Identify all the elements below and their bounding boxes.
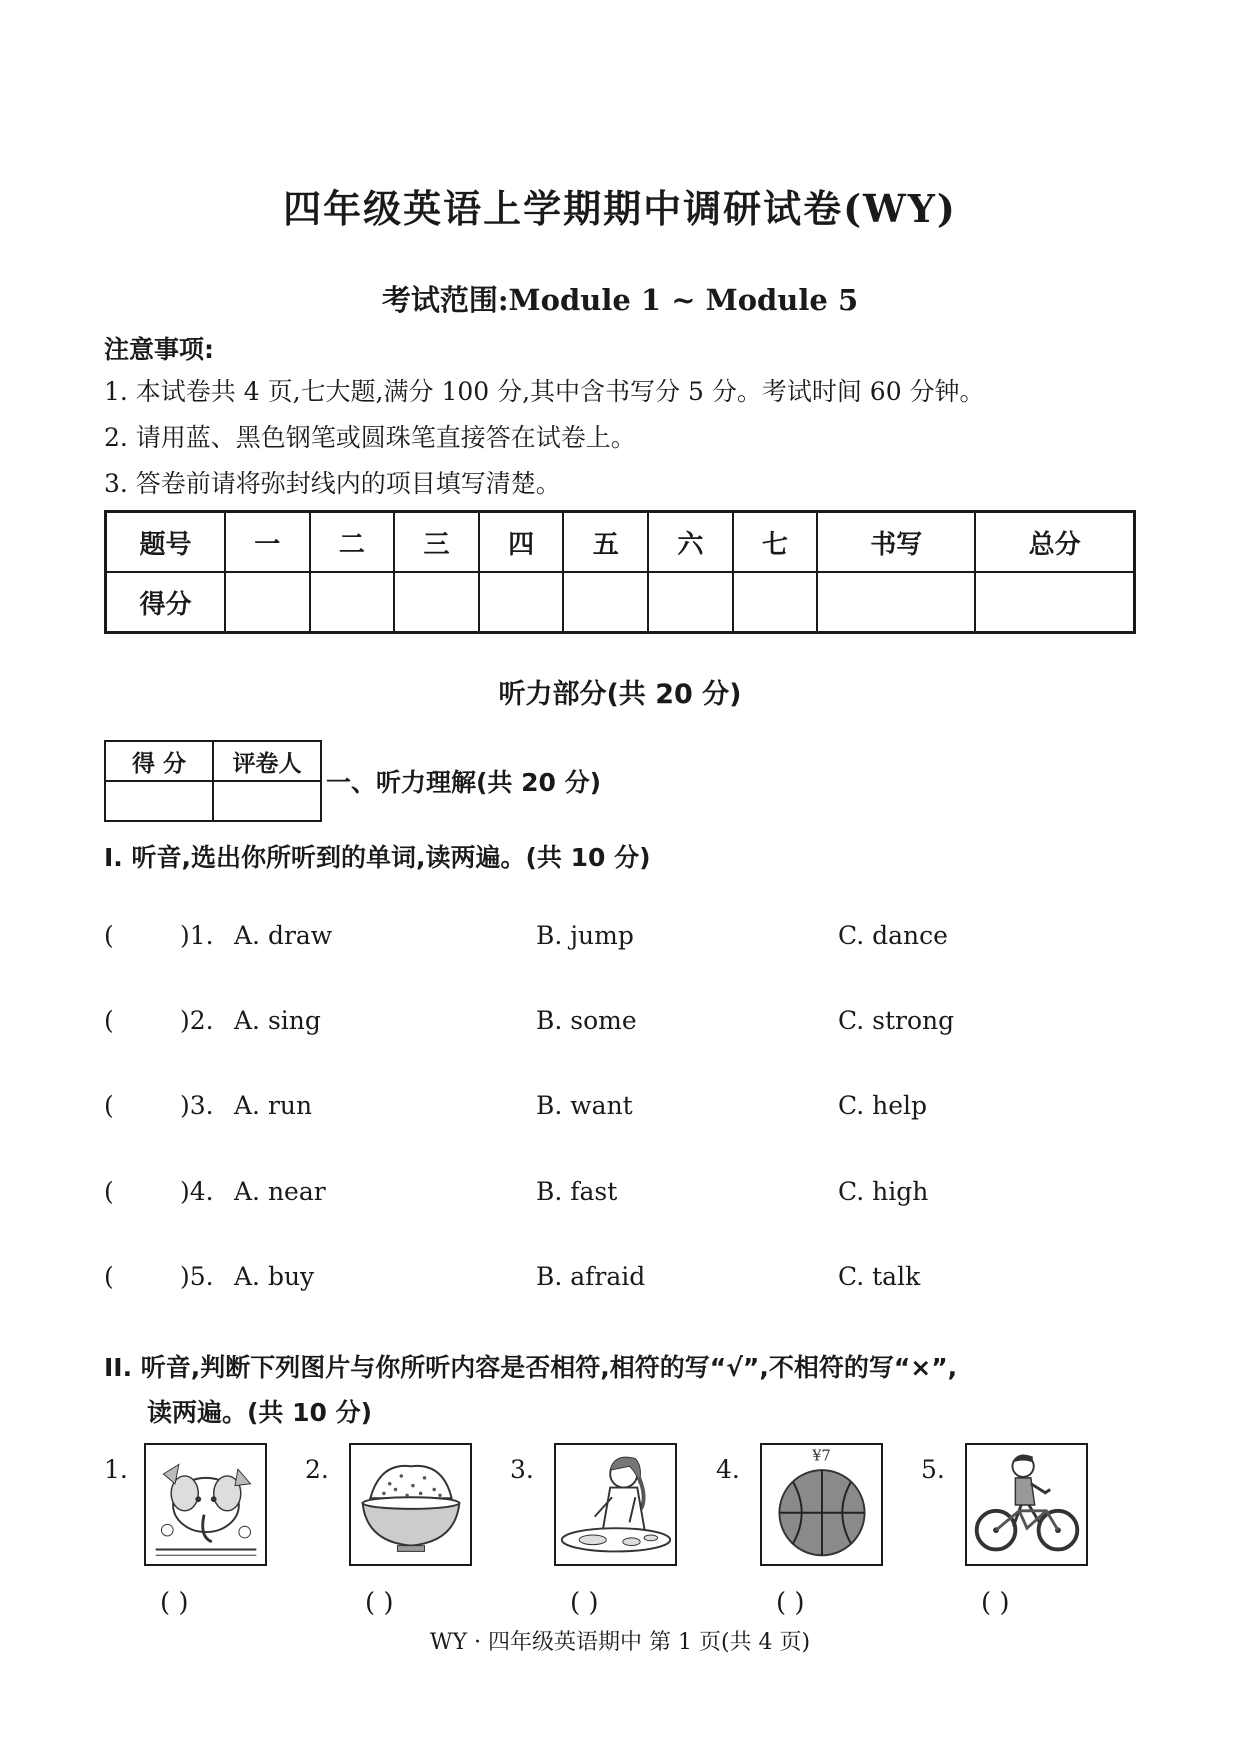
score-entry-cell[interactable] xyxy=(733,572,818,633)
score-header-cell: 二 xyxy=(310,512,395,573)
grader-table xyxy=(104,740,322,822)
answer-paren[interactable]: ( xyxy=(104,1262,114,1291)
score-header-cell: 三 xyxy=(394,512,479,573)
cooking-girl-icon xyxy=(556,1445,675,1564)
option-c: C. strong xyxy=(838,1006,955,1035)
price-tag: ¥7 xyxy=(812,1448,831,1465)
option-c: C. help xyxy=(838,1091,928,1120)
question-number: )2. xyxy=(180,1006,214,1035)
score-table-header-row xyxy=(106,512,1135,573)
elephant-icon xyxy=(146,1445,265,1564)
question-number: )3. xyxy=(180,1091,214,1120)
score-header-cell: 题号 xyxy=(106,512,226,573)
basketball-icon xyxy=(762,1445,881,1564)
picture-number: 3. xyxy=(510,1455,534,1484)
score-table-score-row xyxy=(106,572,1135,633)
option-b: B. jump xyxy=(536,921,634,950)
answer-paren[interactable]: ( xyxy=(104,1006,114,1035)
picture-number: 4. xyxy=(716,1455,740,1484)
choice-row xyxy=(104,1091,1136,1127)
score-entry-cell[interactable] xyxy=(817,572,975,633)
answer-paren[interactable]: ( xyxy=(104,1177,114,1206)
score-header-cell: 七 xyxy=(733,512,818,573)
question-number: )1. xyxy=(180,921,214,950)
exam-scope: 考试范围:Module 1 ~ Module 5 xyxy=(381,283,859,317)
score-header-cell: 总分 xyxy=(975,512,1134,573)
choice-row xyxy=(104,1006,1136,1042)
question-two-heading-cont: 读两遍。(共 10 分) xyxy=(147,1398,373,1427)
page-footer: WY · 四年级英语期中 第 1 页(共 4 页) xyxy=(429,1630,811,1655)
option-b: B. some xyxy=(536,1006,637,1035)
question-number: )5. xyxy=(180,1262,214,1291)
exam-title: 四年级英语上学期期中调研试卷(WY) xyxy=(283,186,957,231)
grader-header-grader: 评卷人 xyxy=(213,741,321,781)
grader-header-score: 得 分 xyxy=(105,741,213,781)
option-b: B. fast xyxy=(536,1177,618,1206)
option-a: A. sing xyxy=(234,1006,321,1035)
score-header-cell: 一 xyxy=(225,512,310,573)
option-a: A. buy xyxy=(234,1262,315,1291)
score-header-cell: 六 xyxy=(648,512,733,573)
score-entry-cell[interactable] xyxy=(394,572,479,633)
option-b: B. want xyxy=(536,1091,633,1120)
picture-number: 2. xyxy=(305,1455,329,1484)
picture-frame xyxy=(965,1443,1088,1566)
answer-paren[interactable]: ( xyxy=(104,1091,114,1120)
option-a: A. draw xyxy=(234,921,333,950)
option-c: C. dance xyxy=(838,921,948,950)
score-header-cell: 四 xyxy=(479,512,564,573)
picture-frame xyxy=(554,1443,677,1566)
note-item: 3. 答卷前请将弥封线内的项目填写清楚。 xyxy=(104,469,561,498)
option-b: B. afraid xyxy=(536,1262,646,1291)
grader-score-entry[interactable] xyxy=(105,781,213,821)
picture-number: 1. xyxy=(104,1455,128,1484)
boy-bicycle-icon xyxy=(967,1445,1086,1564)
option-a: A. near xyxy=(234,1177,326,1206)
score-entry-cell[interactable] xyxy=(225,572,310,633)
picture-frame xyxy=(349,1443,472,1566)
score-entry-cell[interactable] xyxy=(310,572,395,633)
picture-frame xyxy=(144,1443,267,1566)
rice-bowl-icon xyxy=(351,1445,470,1564)
answer-paren[interactable]: ( ) xyxy=(160,1588,189,1618)
question-one-heading: I. 听音,选出你所听到的单词,读两遍。(共 10 分) xyxy=(104,843,651,872)
answer-paren[interactable]: ( ) xyxy=(776,1588,805,1618)
answer-paren[interactable]: ( xyxy=(104,921,114,950)
score-row-label: 得分 xyxy=(106,572,226,633)
score-header-cell: 书写 xyxy=(817,512,975,573)
option-c: C. high xyxy=(838,1177,929,1206)
score-table xyxy=(104,510,1136,634)
option-c: C. talk xyxy=(838,1262,921,1291)
question-two-heading: II. 听音,判断下列图片与你所听内容是否相符,相符的写“√”,不相符的写“×”, xyxy=(104,1353,958,1382)
listening-section-title: 听力部分(共 20 分) xyxy=(498,679,742,710)
notes-heading: 注意事项: xyxy=(104,335,214,364)
note-item: 2. 请用蓝、黑色钢笔或圆珠笔直接答在试卷上。 xyxy=(104,423,636,452)
score-entry-cell[interactable] xyxy=(975,572,1134,633)
choice-row xyxy=(104,1177,1136,1213)
picture-number: 5. xyxy=(921,1455,945,1484)
answer-paren[interactable]: ( ) xyxy=(365,1588,394,1618)
score-entry-cell[interactable] xyxy=(648,572,733,633)
question-number: )4. xyxy=(180,1177,214,1206)
picture-frame xyxy=(760,1443,883,1566)
score-entry-cell[interactable] xyxy=(563,572,648,633)
option-a: A. run xyxy=(234,1091,313,1120)
answer-paren[interactable]: ( ) xyxy=(570,1588,599,1618)
note-item: 1. 本试卷共 4 页,七大题,满分 100 分,其中含书写分 5 分。考试时间 60 分钟。 xyxy=(104,377,985,406)
score-entry-cell[interactable] xyxy=(479,572,564,633)
choice-row xyxy=(104,921,1136,957)
score-header-cell: 五 xyxy=(563,512,648,573)
part-one-title: 一、听力理解(共 20 分) xyxy=(326,768,602,797)
choice-row xyxy=(104,1262,1136,1298)
answer-paren[interactable]: ( ) xyxy=(981,1588,1010,1618)
grader-name-entry[interactable] xyxy=(213,781,321,821)
